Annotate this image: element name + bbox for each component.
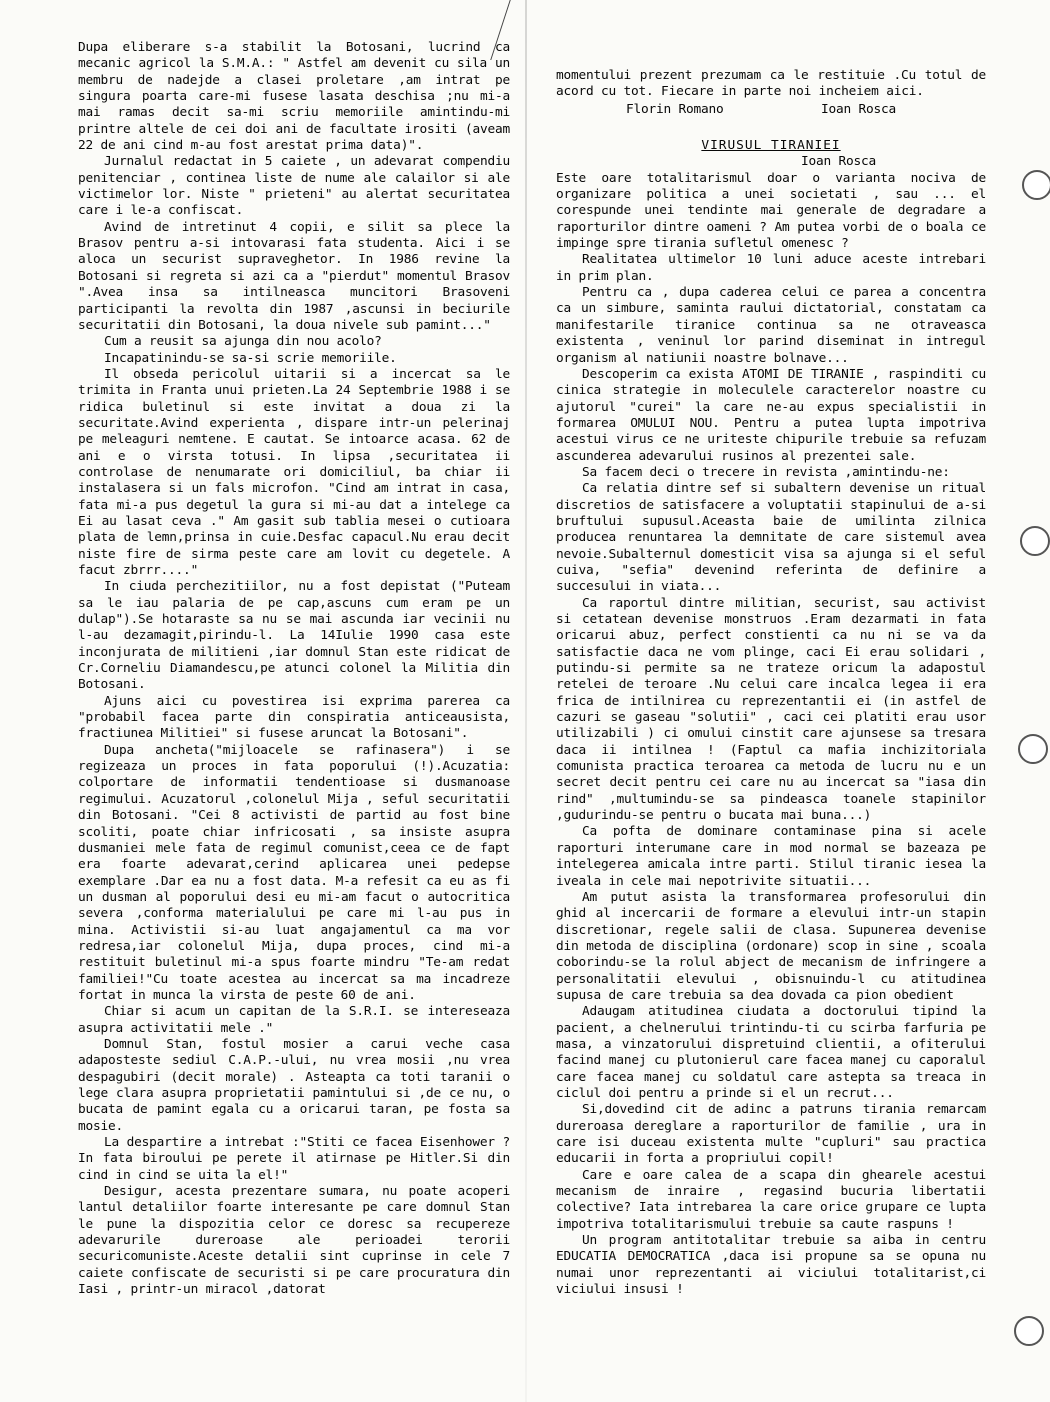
article-paragraph: Este oare totalitarismul doar o varianta nociva de organizare politica a unei societati , sau ... el corespunde unei tendinte mai generale de degradare a raporturilor dintre oameni ? Am putea vorbi de o boala ce impinge spre tirania sufletul omenesc ? [556,170,986,252]
signatures [556,102,986,118]
article-paragraph: Ca raportul dintre militian, securist, sau activist si cetatean devenise monstruos .Eram dezarmati in fata oricarui abuz, perfect constienti ca nu ni se va da satisfactie daca ne vom plinge, caci Ei erau solidari , putindu-si permite sa ne trateze oricum la adapostul retelei de teroare .Nu celui care incalca legea ii era frica de intilnirea cu reprezentantii ei (in astfel de cazuri se gaseau "solutii" , caci cei platiti erau usor utilizabili ) ci omului cinstit care ajunsese sa tresara daca ii intilnea ! (Faptul ca mafia inchizitoriala comunista practica teroarea ca metoda de lucru nu e un secret decit pentru cei care nu au incercat sa "iasa din rind" ,multumindu-se sa pindeasca toanele stapinilor ,gudurindu-se pentru o bucata mai buna...) [556,595,986,824]
memoir-paragraph: Cum a reusit sa ajunga din nou acolo? [104,334,382,350]
right-column-article [556,68,986,1298]
memoir-paragraph: Dupa ancheta("mijloacele se rafinasera") i se regizeaza un proces in fata poporului (!).Acuzatia: colportare de informatii tendentioase si dusmanoase regimului. Acuzatorul ,colonelul Mija , seful securitatii din Botosani. "Cei 8 activisti de partid au fost bine scoliti, poate chiar infricosati , sa insiste asupra dusmaniei mele fata de regimul comunist,ceea ce de fapt era foarte adevarat,cerind aplicarea unei pedepse exemplare .Dar ea nu a fost data. M-a refesit ca eu as fi un dusman al poporului desi eu mi-am facut o autocritica severa ,conforma materialului pe care mi l-au pus in mina. Activistii si-au luat angajamentul ca ma vor redresa,iar colonelul Mija, dupa proces, cind mi-a restituit buletinul mi-a spus foarte mindru "Te-am redat familiei!"Cu toate acestea au incercat sa ma incadreze fortat in munca la virsta de peste 60 de ani. [78,742,510,1003]
memoir-paragraph: In ciuda perchezitiilor, nu a fost depistat ("Puteam sa le iau palaria de pe cap,ascuns cum eram pe un dulap").Se hotaraste sa nu se mai ascunda iar vecinii nu l-au dezamagit,pirindu-l. La 14Iulie 1990 casa este inconjurata de militieni ,iar domnul Stan este ridicat de Cr.Corneliu Diamandescu,pe atunci colonel la Militia din Botosani. [78,579,510,693]
binder-hole-icon [1014,1316,1044,1346]
page-fold-shadow [525,0,527,1402]
memoir-paragraph: Jurnalul redactat in 5 caiete , un adevarat compendiu penitenciar , continea liste de nume ale calailor si ale victimelor lor. Niste " prieteni" au alertat securitatea care i le-a confiscat. [78,154,510,219]
article-paragraph: Pentru ca , dupa caderea celui ce parea a concentra ca un simbure, saminta raului dictatorial, constatam ca manifestarile tiranice continua sa ne otraveasca existenta , veninul lor parind diseminat in intregul organism al natiunii noastre bolnave... [556,285,986,366]
binder-hole-icon [1022,170,1050,200]
article-author: Ioan Rosca [800,154,876,170]
article-paragraph: Adaugam atitudinea ciudata a doctorului tipind la pacient, a chelnerului trintindu-ti cu scirba farfuria pe masa, a vinzatorului dispretuind clientii, a ofiterului facind manej cu plutonierul care facea manej cu caporalul care facea manej cu soldatul care astepta sa treaca in ciclul doi pentru a prinde si el un recrut... [556,1004,986,1101]
article-paragraph: Care e oare calea de a scapa din ghearele acestui mecanism de inraire , regasind bucuria libertatii colective? Iata intrebarea la care orice grupare ce lupta impotriva totalitarismului trebuie sa caute raspuns ! [556,1167,986,1232]
memoir-paragraph: Il obseda pericolul uitarii si a incercat sa le trimita in Franta unui prieten.La 24 Septembrie 1988 i se ridica buletinul si este invitat a doua zi la securitate.Avind experienta , dispare intr-un pelerinaj pe meleaguri nemtene. E cautat. Se intoarce acasa. 62 de ani e o virsta totusi. In lipsa ,securitatea ii controlase de nenumarate ori domiciliul, ba chiar ii instalasera si un fals microfon. "Cind am intrat in casa, fata mi-a pus degetul la gura si mi-au dat a intelege ca Ei au lasat ceva ." Am gasit sub tablia mesei o cutioara plata de lemn,prinsa in cuie.Desfac capacul.Nu erau decit niste fire de sirma peste care am lovit cu degetele. A facut zbrrr...." [78,366,510,578]
memoir-paragraph: Avind de intretinut 4 copii, e silit sa plece la Brasov pentru a-si intovarasi fata studenta. Aici i se aloca un securist supraveghetor. In 1986 revine la Botosani si regreta si azi ca a "pierdut" momentul Brasov ".Avea insa sa intilneasca muncitori Brasoveni participanti la revolta din 1987 ,ascunsi in beciurile securitatii din Botosani, la doua nivele sub pamint..." [78,219,510,333]
signature-florin-romano: Florin Romano [626,101,724,117]
memoir-paragraph: Dupa eliberare s-a stabilit la Botosani, lucrind ca mecanic agricol la S.M.A.: " Astfel am devenit cu sila un membru de nadejde a clasei proletare ,am intrat pe singura poarta care-mi fusese lasata deschisa ;nu mi-a mai ramas decit sa-mi scriu memoriile amintindu-mi printre altele de cei doi ani de facultate irositi (aveam 22 de ani cind m-au fost arestat prima data)". [78,40,510,154]
memoir-paragraph: Ajuns aici cu povestirea isi exprima parerea ca "probabil facea parte din conspiratia anticeausista, fractiunea Militiei" si fusese aruncat la Botosani". [78,693,510,742]
article-paragraph: Si,dovedind cit de adinc a patruns tirania remarcam dureroasa dereglare a raporturilor de familie , ura in care isi duceau existenta multe "cupluri" sau practica educarii in forta a propriului copil! [556,1102,986,1167]
memoir-paragraph: Domnul Stan, fostul mosier a carui veche casa adaposteste sediul C.A.P.-ului, nu vrea mosii ,nu vrea despagubiri (decit morale) . Asteapta ca toti taranii o lege clara asupra proprietatii pamintului si ,de ce nu, o bucata de pamint egala cu a oricarui taran, pe fosta sa mosie. [78,1036,510,1134]
article-paragraph: Am putut asista la transformarea profesorului din ghid al incercarii de formare a elevului intr-un stapin discretionar, regele salii de clasa. Supunerea devenise din metoda de disciplina (ordonare) scop in sine , scoala coborindu-se la rolul abject de mecanism de infringere a personalitatii elevului , obisnuindu-l cu atitudinea supusa de care trebuia sa dea dovada ca pion obedient [556,889,986,1003]
article-paragraph: Sa facem deci o trecere in revista ,amintindu-ne: [582,464,950,480]
memoir-continuation: momentului prezent prezumam ca le restituie .Cu totul de acord cu tot. Fiecare in parte noi incheiem aici. [556,68,986,100]
article-paragraph: Realitatea ultimelor 10 luni aduce aceste intrebari in prim plan. [556,252,986,284]
article-title: VIRUSUL TIRANIEI [701,138,841,154]
signature-ioan-rosca: Ioan Rosca [820,101,896,117]
article-paragraph: Ca pofta de dominare contaminase pina si acele raporturi interumane care in mod normal se bazeaza pe intelegerea amicala intre parti. Stilul tiranic iesea la iveala in cele mai nepotrivite situatii... [556,824,986,889]
memoir-paragraph: Incapatinindu-se sa-si scrie memoriile. [104,350,397,366]
memoir-paragraph: Desigur, acesta prezentare sumara, nu poate acoperi lantul detaliilor foarte interesante pe care domnul Stan le pune la dispozitia celor ce doresc sa recupereze adevarurile dureroase ale perioadei terorii securicomuniste.Aceste detalii sint cuprinse in cele 7 caiete confiscate de securisti si pe care procuratura din Iasi , printr-un miracol ,datorat [78,1184,510,1298]
article-paragraph: Un program antitotalitar trebuie sa aiba in centru EDUCATIA DEMOCRATICA ,daca isi propune sa se opuna nu numai unor reprezentanti ai viciului totalitarist,ci viciului insusi ! [556,1233,986,1298]
memoir-paragraph: La despartire a intrebat :"Stiti ce facea Eisenhower ? In fata biroului pe perete il atirnase pe Hitler.Si din cind in cind se uita la el!" [78,1135,510,1183]
binder-hole-icon [1018,734,1048,764]
left-column-memoir [78,40,510,1298]
article-paragraph: Descoperim ca exista ATOMI DE TIRANIE , raspinditi cu cinica strategie in moleculele caracterelor noastre cu ajutorul "curei" la care ne-au expus specialistii in formarea OMULUI NOU. Pentru a putea lupta impotriva acestui virus ce ne uriteste chipurile trebuie sa refuzam ascunderea adevarului rusinos al prezentei sale. [556,366,986,464]
article-paragraph: Ca relatia dintre sef si subaltern devenise un ritual discretios de satisfacere a voluptatii stapinului de a-si bruftului supusul.Aceasta baie de umilinta zilnica producea renuntarea la demnitate de care sistemul avea nevoie.Subalternul domesticit visa sa ajunga si el seful cuiva, "sefia" devenind referinta de definire a succesului in viata... [556,481,986,595]
binder-hole-icon [1020,526,1050,556]
memoir-paragraph: Chiar si acum un capitan de la S.R.I. se intereseaza asupra activitatii mele ." [78,1004,510,1036]
